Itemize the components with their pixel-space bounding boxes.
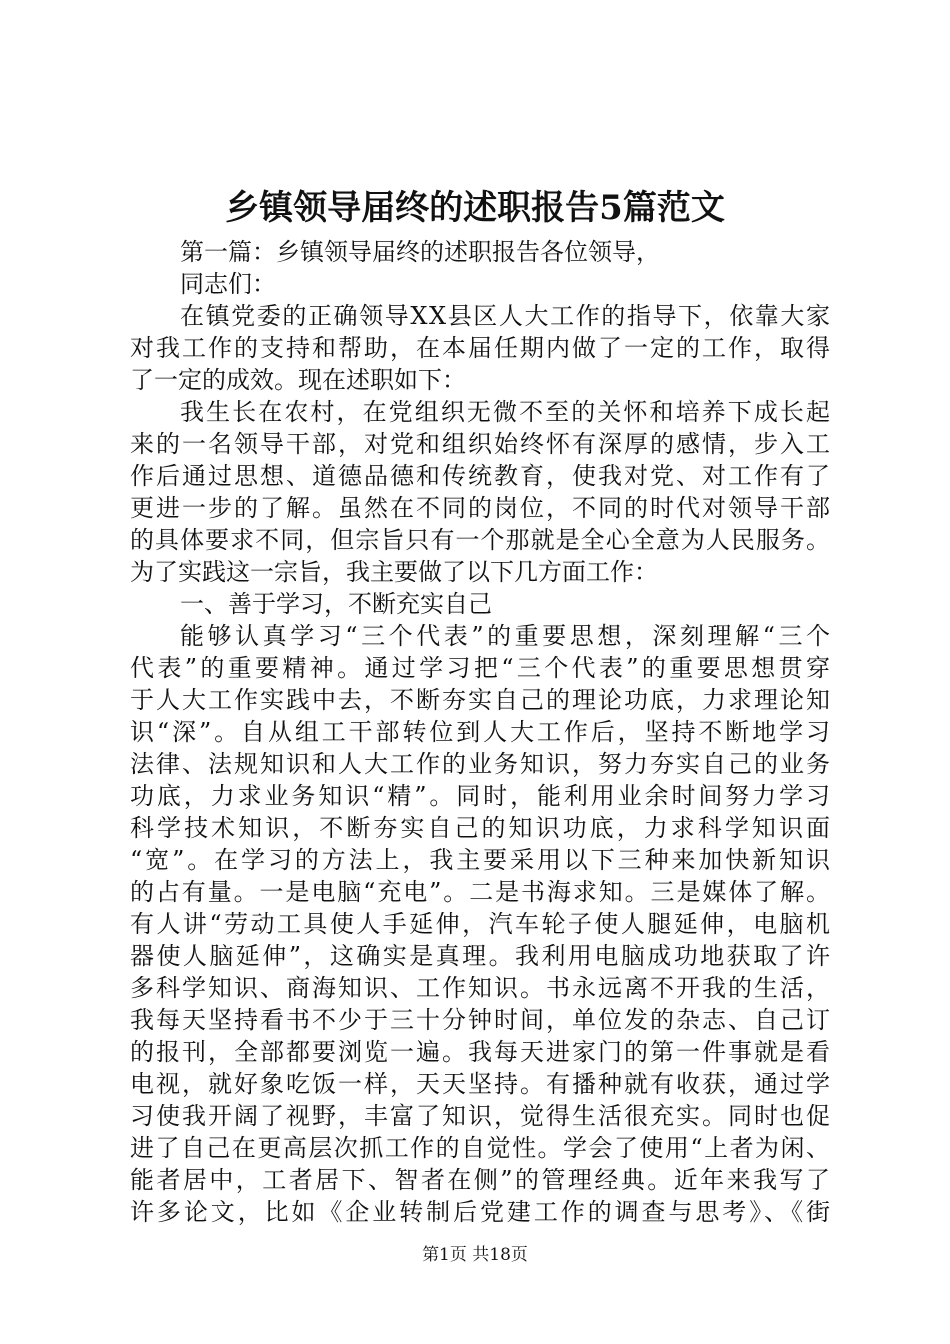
text-line: 能够认真学习“三个代表”的重要思想，深刻理解“三个 [180, 622, 834, 650]
text-line: 的具体要求不同，但宗旨只有一个那就是全心全意为人民服务。 [130, 526, 832, 554]
text-line: 识“深”。自从组工干部转位到人大工作后，坚持不断地学习 [130, 718, 833, 746]
text-line: 更进一步的了解。虽然在不同的岗位，不同的时代对领导干部 [130, 494, 832, 522]
text-line: 第一篇：乡镇领导届终的述职报告各位领导， [180, 238, 660, 266]
text-line: 代表”的重要精神。通过学习把“三个代表”的重要思想贯穿 [130, 654, 834, 682]
text-line: 一、善于学习，不断充实自己 [180, 590, 492, 618]
text-line: 在镇党委的正确领导XX县区人大工作的指导下，依靠大家 [180, 302, 832, 330]
document-body [130, 236, 834, 1228]
text-line: 习使我开阔了视野，丰富了知识，觉得生活很充实。同时也促 [130, 1102, 832, 1130]
text-line: 我生长在农村，在党组织无微不至的关怀和培养下成长起 [180, 398, 833, 426]
text-line: 进了自己在更高层次抓工作的自觉性。学会了使用“上者为闲、 [130, 1134, 832, 1162]
text-line: 于人大工作实践中去，不断夯实自己的理论功底，力求理论知 [130, 686, 832, 714]
text-line: 同志们： [180, 270, 276, 298]
document-title: 乡镇领导届终的述职报告5篇范文 [225, 188, 725, 228]
text-line: 多科学知识、商海知识、工作知识。书永远离不开我的生活， [130, 974, 832, 1002]
text-line: 来的一名领导干部，对党和组织始终怀有深厚的感情，步入工 [130, 430, 832, 458]
text-line: 作后通过思想、道德品德和传统教育，使我对党、对工作有了 [130, 462, 832, 490]
text-line: 科学技术知识，不断夯实自己的知识功底，力求科学知识面 [130, 814, 834, 842]
text-line: 许多论文，比如《企业转制后党建工作的调查与思考》、《街 [130, 1198, 833, 1226]
text-line: 对我工作的支持和帮助，在本届任期内做了一定的工作，取得 [130, 334, 832, 362]
text-line: 法律、法规知识和人大工作的业务知识，努力夯实自己的业务 [130, 750, 832, 778]
page-footer: 第1页 共18页 [422, 1245, 528, 1265]
text-line: 电视，就好象吃饭一样，天天坚持。有播种就有收获，通过学 [130, 1070, 832, 1098]
text-line: 有人讲“劳动工具使人手延伸，汽车轮子使人腿延伸，电脑机 [130, 910, 833, 938]
text-line: 为了实践这一宗旨，我主要做了以下几方面工作： [130, 558, 658, 586]
text-line: 能者居中，工者居下、智者在侧”的管理经典。近年来我写了 [130, 1166, 833, 1194]
text-line: 器使人脑延伸”，这确实是真理。我利用电脑成功地获取了许 [130, 942, 833, 970]
text-line: 功底，力求业务知识“精”。同时，能利用业余时间努力学习 [130, 782, 833, 810]
text-line: 的占有量。一是电脑“充电”。二是书海求知。三是媒体了解。 [130, 878, 832, 906]
text-line: “宽”。在学习的方法上，我主要采用以下三种来加快新知识 [130, 846, 833, 874]
text-line: 了一定的成效。现在述职如下： [130, 366, 466, 394]
text-line: 我每天坚持看书不少于三十分钟时间，单位发的杂志、自己订 [130, 1006, 832, 1034]
text-line: 的报刊，全部都要浏览一遍。我每天进家门的第一件事就是看 [130, 1038, 832, 1066]
